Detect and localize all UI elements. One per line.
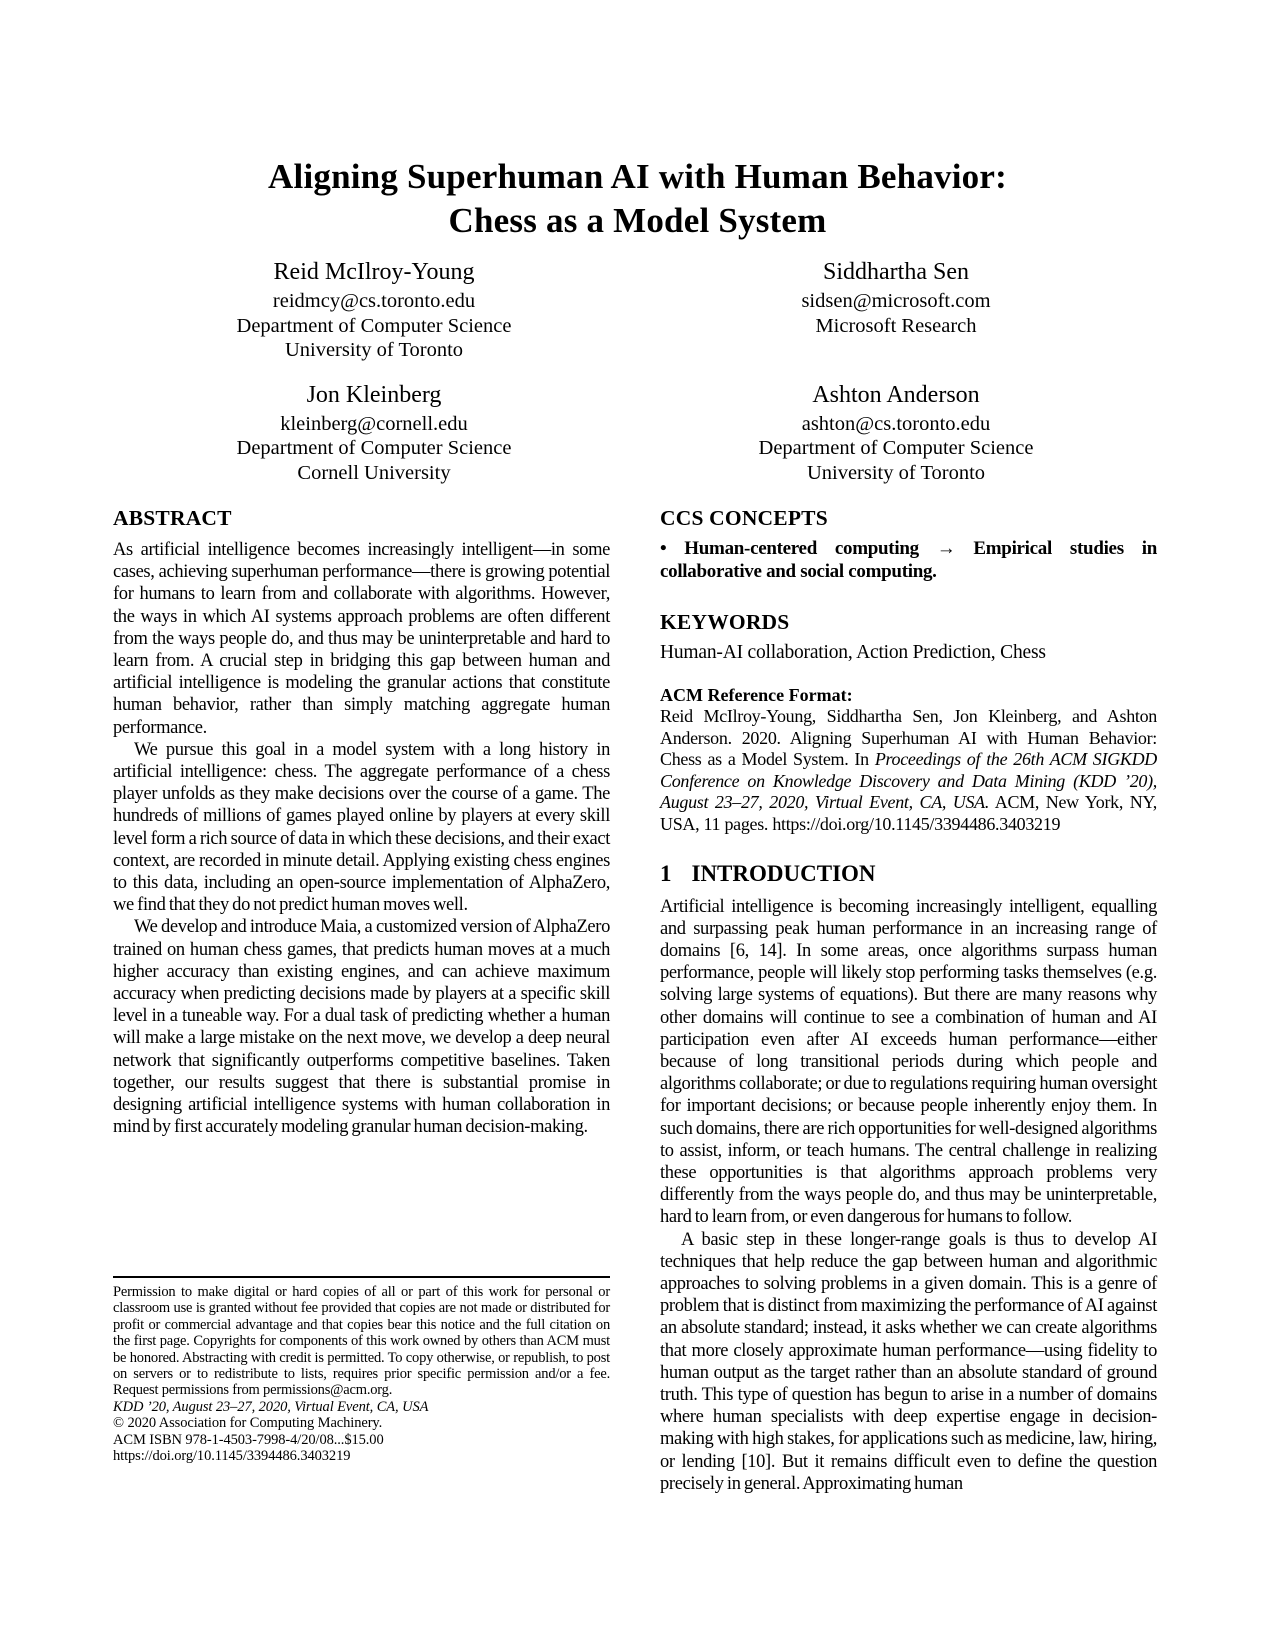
keywords-heading: KEYWORDS xyxy=(660,610,790,634)
ccs-concepts-heading: CCS CONCEPTS xyxy=(660,506,828,530)
venue-line: KDD ’20, August 23–27, 2020, Virtual Event, CA, USA xyxy=(113,1398,429,1415)
permission-statement: Permission to make digital or hard copies of all or part of this work for personal or classroom use is granted without fee provided that copies are not made or distributed for profit or commercial advantage and that copies bear this notice and the full citation on the first page. Copyrights for components of this work owned by others than ACM must be honored. Abstracting with credit is permitted. To copy otherwise, or republish, to post on servers or to redistribute to lists, requires prior specific permission and/or a fee. Request permissions from permissions@acm.org. xyxy=(113,1284,610,1399)
reference-text-italic: Proceedings of the 26th ACM SIGKDD Conference on Knowledge Discovery and Data Mining (KDD ’20), August 23–27, 2020, Virtual Event, CA, USA. xyxy=(660,749,1158,813)
author-institution: Cornell University xyxy=(297,461,451,484)
author-institution: University of Toronto xyxy=(806,461,986,484)
author-block-jon-kleinberg xyxy=(113,381,635,486)
author-name: Reid McIlroy-Young xyxy=(273,259,475,285)
author-email: reidmcy@cs.toronto.edu xyxy=(272,290,476,312)
section-number: 1 xyxy=(660,860,672,886)
copyright-footnote xyxy=(113,1276,610,1464)
right-column xyxy=(660,505,1157,1495)
author-name: Siddhartha Sen xyxy=(823,259,969,285)
author-block-reid-mcilroy-young xyxy=(113,258,635,363)
author-email: kleinberg@cornell.edu xyxy=(280,412,468,435)
author-block-ashton-anderson xyxy=(635,381,1157,486)
isbn-line: ACM ISBN 978-1-4503-7998-4/20/08...$15.00 xyxy=(113,1431,384,1448)
author-name: Jon Kleinberg xyxy=(306,381,442,408)
author-department: Microsoft Research xyxy=(815,314,977,337)
introduction-paragraph-2: A basic step in these longer-range goals is thus to develop AI techniques that help reduce the gap between human and algorithmic approaches to solving problems in a given domain. This is a genre of problem that is distinct from maximizing the performance of AI against an absolute standard; instead, it asks whether we can create algorithms that more closely approximate human performance—using fidelity to human output as the target rather than an absolute standard of ground truth. This type of question has begun to arise in a number of domains where human specialists with deep expertise engage in decision-making with high stakes, for applications such as medicine, law, hiring, or lending [10]. But it remains difficult even to define the question precisely in general. Approximating human xyxy=(660,1229,1157,1494)
keywords-text: Human-AI collaboration, Action Prediction, Chess xyxy=(660,642,1046,663)
left-column xyxy=(113,505,610,1138)
abstract-paragraph-2: We pursue this goal in a model system with a long history in artificial intelligence: chess. The aggregate performance of a chess player unfolds as they make decisions over the course of a game. The hundreds of millions of games played online by players at every skill level form a rich source of data in which these decisions, and their exact context, are recorded in minute detail. Applying existing chess engines to this data, including an open-source implementation of AlphaZero, we find that they do not predict human moves well. xyxy=(113,739,610,916)
copyright-line: © 2020 Association for Computing Machinery. xyxy=(113,1415,383,1432)
author-department: Department of Computer Science xyxy=(236,437,512,459)
abstract-heading: ABSTRACT xyxy=(113,506,232,530)
paper-title xyxy=(0,155,1275,243)
abstract-paragraph-3: We develop and introduce Maia, a customized version of AlphaZero trained on human chess games, that predicts human moves at a much higher accuracy than existing engines, and can achieve maximum accuracy when predicting decisions made by players at a specific skill level in a tuneable way. For a dual task of predicting whether a human will make a large mistake on the next move, we develop a deep neural network that significantly outperforms competitive baselines. Taken together, our results suggest that there is substantial promise in designing artificial intelligence systems with human collaboration in mind by first accurately modeling granular human decision-making. xyxy=(113,917,610,1138)
acm-reference-format-text xyxy=(660,706,1157,836)
reference-text-plain: Reid McIlroy-Young, Siddhartha Sen, Jon Kleinberg, and Ashton Anderson. 2020. Aligning Superhuman AI with Human Behavior: Chess as a Model System. In xyxy=(660,706,1157,770)
abstract-paragraph-1: As artificial intelligence becomes increasingly intelligent—in some cases, achieving superhuman performance—there is growing potential for humans to learn from and collaborate with algorithms. However, the ways in which AI systems approach problems are often different from the ways people do, and thus may be uninterpretable and hard to learn from. A crucial step in bridging this gap between human and artificial intelligence is modeling the granular actions that constitute human behavior, rather than simply matching aggregate human performance. xyxy=(113,540,610,738)
acm-reference-format-heading: ACM Reference Format: xyxy=(660,685,853,705)
introduction-paragraph-1: Artificial intelligence is becoming increasingly intelligent, equalling and surpassing peak human performance in an increasing range of domains [6, 14]. In some areas, once algorithms surpass human performance, people will likely stop performing tasks themselves (e.g. solving large systems of equations). But there are many reasons why other domains will continue to see a combination of human and AI participation even after AI exceeds human performance—either because of long transitional periods during which people and algorithms collaborate; or due to regulations requiring human oversight for important decisions; or because people inherently enjoy them. In such domains, there are rich opportunities for well-designed algorithms to assist, inform, or teach humans. The central challenge in realizing these opportunities is that algorithms approach problems very differently from the ways people do, and thus may be uninterpretable, hard to learn from, or even dangerous for humans to follow. xyxy=(660,896,1157,1228)
author-email: sidsen@microsoft.com xyxy=(801,290,991,312)
section-title: INTRODUCTION xyxy=(691,860,876,886)
authors-grid xyxy=(113,258,1157,485)
ccs-concepts-text: • Human-centered computing → Empirical studies in collaborative and social computing. xyxy=(660,538,1157,582)
author-department: Department of Computer Science xyxy=(236,314,512,337)
footnote-rule xyxy=(113,1276,610,1278)
paper-title-line-2: Chess as a Model System xyxy=(448,201,827,240)
author-block-siddhartha-sen xyxy=(635,258,1157,363)
author-institution: University of Toronto xyxy=(284,339,464,361)
doi-link[interactable]: https://doi.org/10.1145/3394486.3403219 xyxy=(113,1448,351,1465)
reference-text-doi[interactable]: ACM, New York, NY, USA, 11 pages. https://doi.org/10.1145/3394486.3403219 xyxy=(660,792,1157,834)
author-email: ashton@cs.toronto.edu xyxy=(801,412,991,435)
paper-title-line-1: Aligning Superhuman AI with Human Behavior: xyxy=(268,157,1007,196)
author-name: Ashton Anderson xyxy=(812,381,980,408)
introduction-heading xyxy=(660,860,1157,888)
author-department: Department of Computer Science xyxy=(758,437,1034,459)
